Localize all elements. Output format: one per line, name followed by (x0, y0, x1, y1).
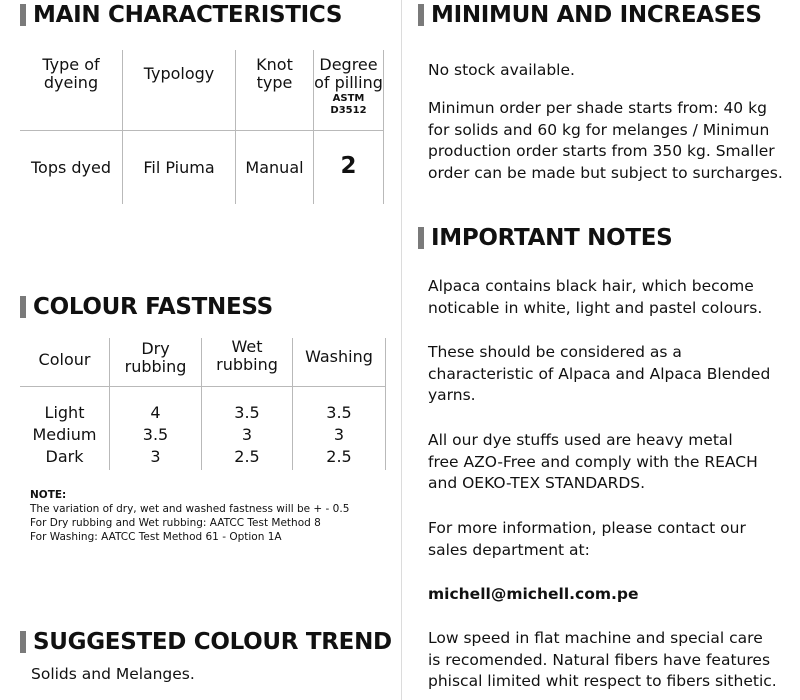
dry-value: 3.5 (142, 425, 169, 444)
value-type-of-dyeing: Tops dyed (30, 158, 112, 177)
washing-value: 3 (333, 425, 345, 444)
heading-bar (418, 4, 424, 26)
heading-bar (20, 631, 26, 653)
value-typology: Fil Piuma (143, 158, 215, 177)
heading-bar (418, 227, 424, 249)
header-washing: Washing (305, 347, 373, 366)
important-notes-heading (418, 225, 672, 251)
header-typology: Typology (143, 64, 215, 83)
table-border (20, 130, 384, 131)
header-degree-of-pilling: Degree of pilling (314, 55, 383, 92)
washing-value: 2.5 (326, 447, 352, 466)
colour-trend-title: SUGGESTED COLOUR TREND (33, 629, 392, 655)
main-characteristics-heading (20, 2, 342, 28)
table-border (20, 386, 386, 387)
value-knot-type: Manual (245, 158, 304, 177)
note-paragraph: For more information, please contact our sales department at: (428, 519, 746, 559)
wet-value: 3 (241, 425, 253, 444)
note-paragraph: Alpaca contains black hair, which become noticable in white, light and pastel colours. (428, 277, 763, 317)
important-notes-title: IMPORTANT NOTES (431, 225, 673, 251)
heading-bar (20, 4, 26, 26)
main-characteristics-title: MAIN CHARACTERISTICS (33, 2, 343, 28)
heading-bar (20, 296, 26, 318)
colour-fastness-heading (20, 294, 273, 320)
header-wet-rubbing: Wet rubbing (216, 337, 278, 374)
wet-value: 3.5 (234, 403, 260, 422)
note-paragraph: These should be considered as a characteristic of Alpaca and Alpaca Blended yarns. (428, 343, 771, 404)
value-pilling-degree: 2 (340, 153, 357, 179)
header-colour: Colour (38, 350, 91, 369)
row-label: Medium (32, 425, 97, 444)
row-label: Dark (45, 447, 84, 466)
note-line: For Dry rubbing and Wet rubbing: AATCC Test Method 8 (30, 517, 321, 529)
minimum-order-text: Minimun order per shade starts from: 40 kg for solids and 60 kg for melanges / Minimun production order starts from 350 kg. Smaller order can be made but subject to surcharges. (428, 99, 783, 182)
table-border (385, 338, 386, 470)
row-label: Light (44, 403, 85, 422)
note-line: The variation of dry, wet and washed fastness will be + - 0.5 (30, 503, 350, 515)
stock-text: No stock available. (428, 61, 575, 79)
wet-value: 2.5 (234, 447, 260, 466)
colour-trend-heading (20, 629, 392, 655)
header-type-of-dyeing: Type of dyeing (42, 55, 100, 92)
colour-fastness-title: COLOUR FASTNESS (33, 294, 273, 320)
note-line: For Washing: AATCC Test Method 61 - Option 1A (30, 531, 282, 543)
fastness-notes (30, 488, 390, 544)
contact-email-link[interactable]: michell@michell.com.pe (428, 585, 639, 603)
dry-value: 3 (150, 447, 161, 466)
washing-value: 3.5 (326, 403, 352, 422)
dry-value: 4 (150, 403, 161, 422)
column-divider (401, 0, 402, 700)
colour-trend-text: Solids and Melanges. (31, 665, 195, 683)
pilling-standard: ASTM D3512 (330, 93, 367, 116)
header-dry-rubbing: Dry rubbing (124, 339, 187, 376)
header-knot-type: Knot type (256, 55, 293, 92)
minimum-increases-heading (418, 2, 762, 28)
note-paragraph: All our dye stuffs used are heavy metal free AZO-Free and comply with the REACH and OEKO-TEX STANDARDS. (428, 431, 758, 492)
minimum-increases-title: MINIMUN AND INCREASES (431, 2, 762, 28)
table-border (383, 50, 384, 204)
care-note: Low speed in flat machine and special care is recomended. Natural fibers have features phiscal limited whit respect to fibers sithetic. (428, 629, 777, 690)
note-label: NOTE: (30, 489, 67, 501)
